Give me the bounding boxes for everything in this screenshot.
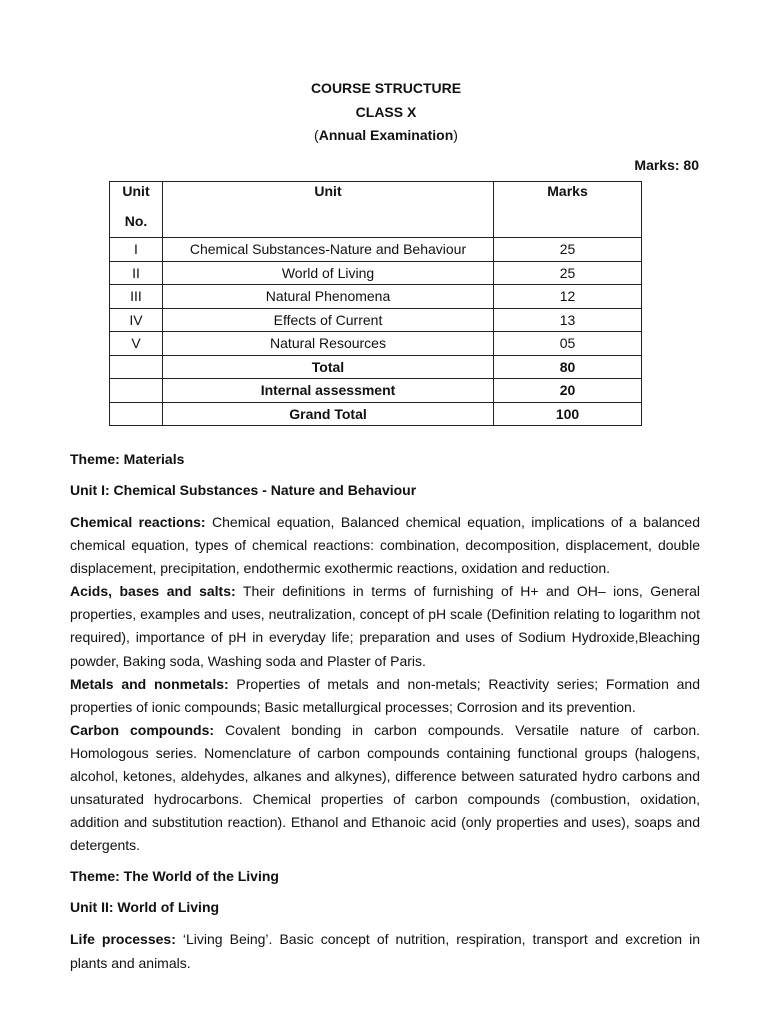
unit-name-cell: World of Living (163, 261, 494, 285)
acids-term: Acids, bases and salts: (70, 583, 236, 600)
unit-name-cell: Chemical Substances-Nature and Behaviour (163, 238, 494, 262)
unit-no-cell: V (110, 332, 163, 356)
subtitle-close-paren: ) (453, 127, 458, 143)
empty-cell (110, 402, 163, 426)
internal-assessment-row (110, 379, 642, 403)
unit1-heading: Unit I: Chemical Substances - Nature and Behaviour (70, 482, 417, 498)
total-label: Total (163, 355, 494, 379)
acids-paragraph (70, 580, 700, 672)
unit-no-header (110, 182, 163, 238)
max-marks: Marks: 80 (634, 157, 699, 173)
subtitle-text: Annual Examination (318, 127, 454, 143)
unit-no-cell: I (110, 238, 163, 262)
grand-total-marks: 100 (494, 402, 642, 426)
internal-assessment-marks: 20 (494, 379, 642, 403)
marks-header: Marks (494, 182, 642, 238)
grand-total-row (110, 402, 642, 426)
empty-cell (110, 355, 163, 379)
carbon-text: Covalent bonding in carbon compounds. Versatile nature of carbon. Homologous series. Nomenclature of carbon compounds containing functional groups (halogens, alcohol, ketones, aldehydes, alkanes and alkynes), difference between saturated hydro carbons and unsaturated hydrocarbons. Chemical properties of carbon compounds (combustion, oxidation, addition and substitution reaction). Ethanol and Ethanoic acid (only properties and uses), soaps and detergents. (70, 721, 700, 854)
table-row (110, 261, 642, 285)
unit-header: Unit (163, 182, 494, 238)
course-structure-title: COURSE STRUCTURE (310, 80, 462, 96)
table-row (110, 238, 642, 262)
carbon-term: Carbon compounds: (70, 721, 215, 738)
units-table (109, 181, 642, 426)
carbon-paragraph (70, 719, 700, 858)
syllabus-content (70, 449, 700, 975)
unit-name-cell: Natural Phenomena (163, 285, 494, 309)
table-row (110, 332, 642, 356)
exam-subtitle (0, 127, 768, 143)
internal-assessment-label: Internal assessment (163, 379, 494, 403)
life-processes-paragraph (70, 928, 700, 974)
metals-text: Properties of metals and non-metals; Reactivity series; Formation and properties of ionic compounds; Basic metallurgical processes; Corrosion and its prevention. (70, 675, 700, 715)
unit-no-cell: III (110, 285, 163, 309)
metals-term: Metals and nonmetals: (70, 675, 229, 692)
unit-name-cell: Natural Resources (163, 332, 494, 356)
acids-text: Their definitions in terms of furnishing of H+ and OH– ions, General properties, examples and uses, neutralization, concept of pH scale (Definition relating to logarithm not required), importance of pH in everyday life; preparation and uses of Sodium Hydroxide,Bleaching powder, Baking soda, Washing soda and Plaster of Paris. (70, 583, 701, 669)
unit-name-cell: Effects of Current (163, 308, 494, 332)
unit-marks-cell: 25 (494, 238, 642, 262)
chemical-reactions-paragraph (70, 511, 700, 580)
chemical-reactions-term: Chemical reactions: (70, 514, 206, 530)
life-processes-text: ‘Living Being’. Basic concept of nutrition, respiration, transport and excretion in plants and animals. (70, 931, 700, 971)
total-marks: 80 (494, 355, 642, 379)
unit-no-cell: IV (110, 308, 163, 332)
theme-living-heading: Theme: The World of the Living (70, 868, 279, 885)
total-row (110, 355, 642, 379)
unit-no-cell: II (110, 261, 163, 285)
class-title: CLASS X (355, 104, 417, 120)
unit-no-header-line2: No. (124, 213, 148, 229)
theme-materials-heading: Theme: Materials (70, 451, 185, 467)
table-header-row (110, 182, 642, 238)
subtitle-open-paren: ( (314, 127, 319, 143)
table-row (110, 285, 642, 309)
unit-marks-cell: 05 (494, 332, 642, 356)
chemical-reactions-text: Chemical equation, Balanced chemical equation, implications of a balanced chemical equation, types of chemical reactions: combination, decomposition, displacement, double displacement, precipitation, endothermic exothermic reactions, oxidation and reduction. (70, 514, 700, 577)
unit-marks-cell: 13 (494, 308, 642, 332)
table-row (110, 308, 642, 332)
empty-cell (110, 379, 163, 403)
unit-marks-cell: 12 (494, 285, 642, 309)
unit2-heading: Unit II: World of Living (70, 899, 220, 916)
life-processes-term: Life processes: (70, 931, 176, 948)
unit-no-header-line1: Unit (122, 183, 150, 199)
metals-paragraph (70, 673, 700, 719)
grand-total-label: Grand Total (163, 402, 494, 426)
unit-marks-cell: 25 (494, 261, 642, 285)
